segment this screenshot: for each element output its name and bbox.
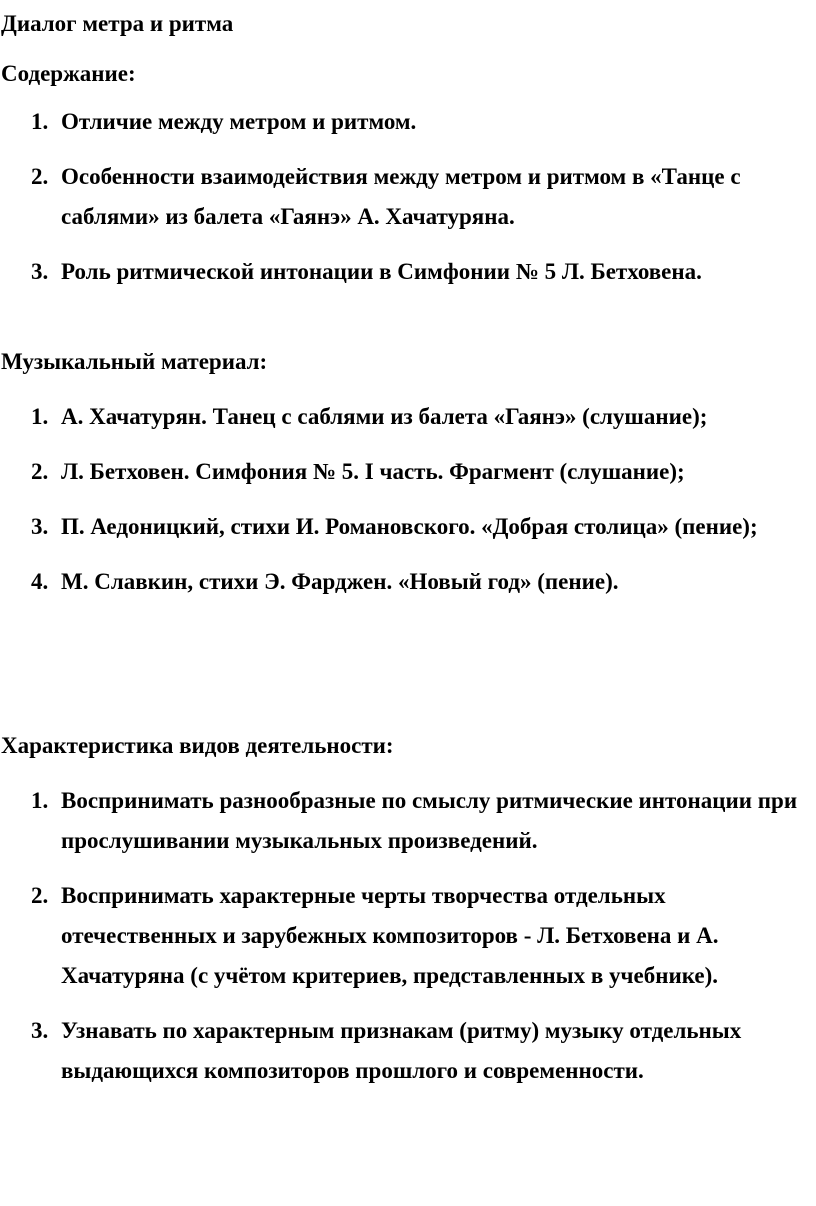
contents-list xyxy=(0,102,816,292)
music-label: Музыкальный материал: xyxy=(1,349,268,374)
list-item-text: Особенности взаимодействия между метром и ритмом в «Танце с саблями» из балета «Гаянэ» А. Хачатуряна. xyxy=(61,164,741,229)
page-title: Диалог метра и ритма xyxy=(1,11,234,36)
music-list xyxy=(0,397,816,602)
music-section xyxy=(0,342,816,602)
list-item-text: Воспринимать разнообразные по смыслу ритмические интонации при прослушивании музыкальных произведений. xyxy=(61,788,798,853)
list-item-text: Л. Бетховен. Симфония № 5. I часть. Фрагмент (слушание); xyxy=(61,459,685,484)
contents-label: Содержание: xyxy=(1,61,136,86)
list-item-text: Узнавать по характерным признакам (ритму) музыку отдельных выдающихся композиторов прошлого и современности. xyxy=(61,1018,742,1083)
list-item xyxy=(0,452,816,492)
activities-list xyxy=(0,781,816,1091)
activities-label: Характеристика видов деятельности: xyxy=(1,733,394,758)
list-item xyxy=(0,876,816,996)
list-item xyxy=(0,562,816,602)
list-item-number: 3. xyxy=(31,259,49,284)
list-item-text: Роль ритмической интонации в Симфонии № 5 Л. Бетховена. xyxy=(61,259,702,284)
list-item xyxy=(0,781,816,861)
list-item-text: Отличие между метром и ритмом. xyxy=(61,109,417,134)
list-item-number: 1. xyxy=(31,404,49,429)
list-item-number: 2. xyxy=(31,883,49,908)
list-item-number: 1. xyxy=(31,788,49,813)
list-item-text: А. Хачатурян. Танец с саблями из балета «Гаянэ» (слушание); xyxy=(61,404,708,429)
activities-section xyxy=(0,726,816,1091)
contents-section xyxy=(0,54,816,292)
list-item xyxy=(0,397,816,437)
list-item-text: Воспринимать характерные черты творчества отдельных отечественных и зарубежных композиторов - Л. Бетховена и А. Хачатуряна (с учётом критериев, представленных в учебнике). xyxy=(61,883,719,988)
list-item-text: М. Славкин, стихи Э. Фарджен. «Новый год» (пение). xyxy=(61,569,619,594)
list-item xyxy=(0,157,816,237)
list-item xyxy=(0,252,816,292)
list-item-number: 3. xyxy=(31,514,49,539)
list-item-text: П. Аедоницкий, стихи И. Романовского. «Добрая столица» (пение); xyxy=(61,514,758,539)
list-item-number: 1. xyxy=(31,109,49,134)
list-item xyxy=(0,507,816,547)
list-item xyxy=(0,1011,816,1091)
list-item xyxy=(0,102,816,142)
list-item-number: 4. xyxy=(31,569,49,594)
list-item-number: 3. xyxy=(31,1018,49,1043)
list-item-number: 2. xyxy=(31,164,49,189)
list-item-number: 2. xyxy=(31,459,49,484)
